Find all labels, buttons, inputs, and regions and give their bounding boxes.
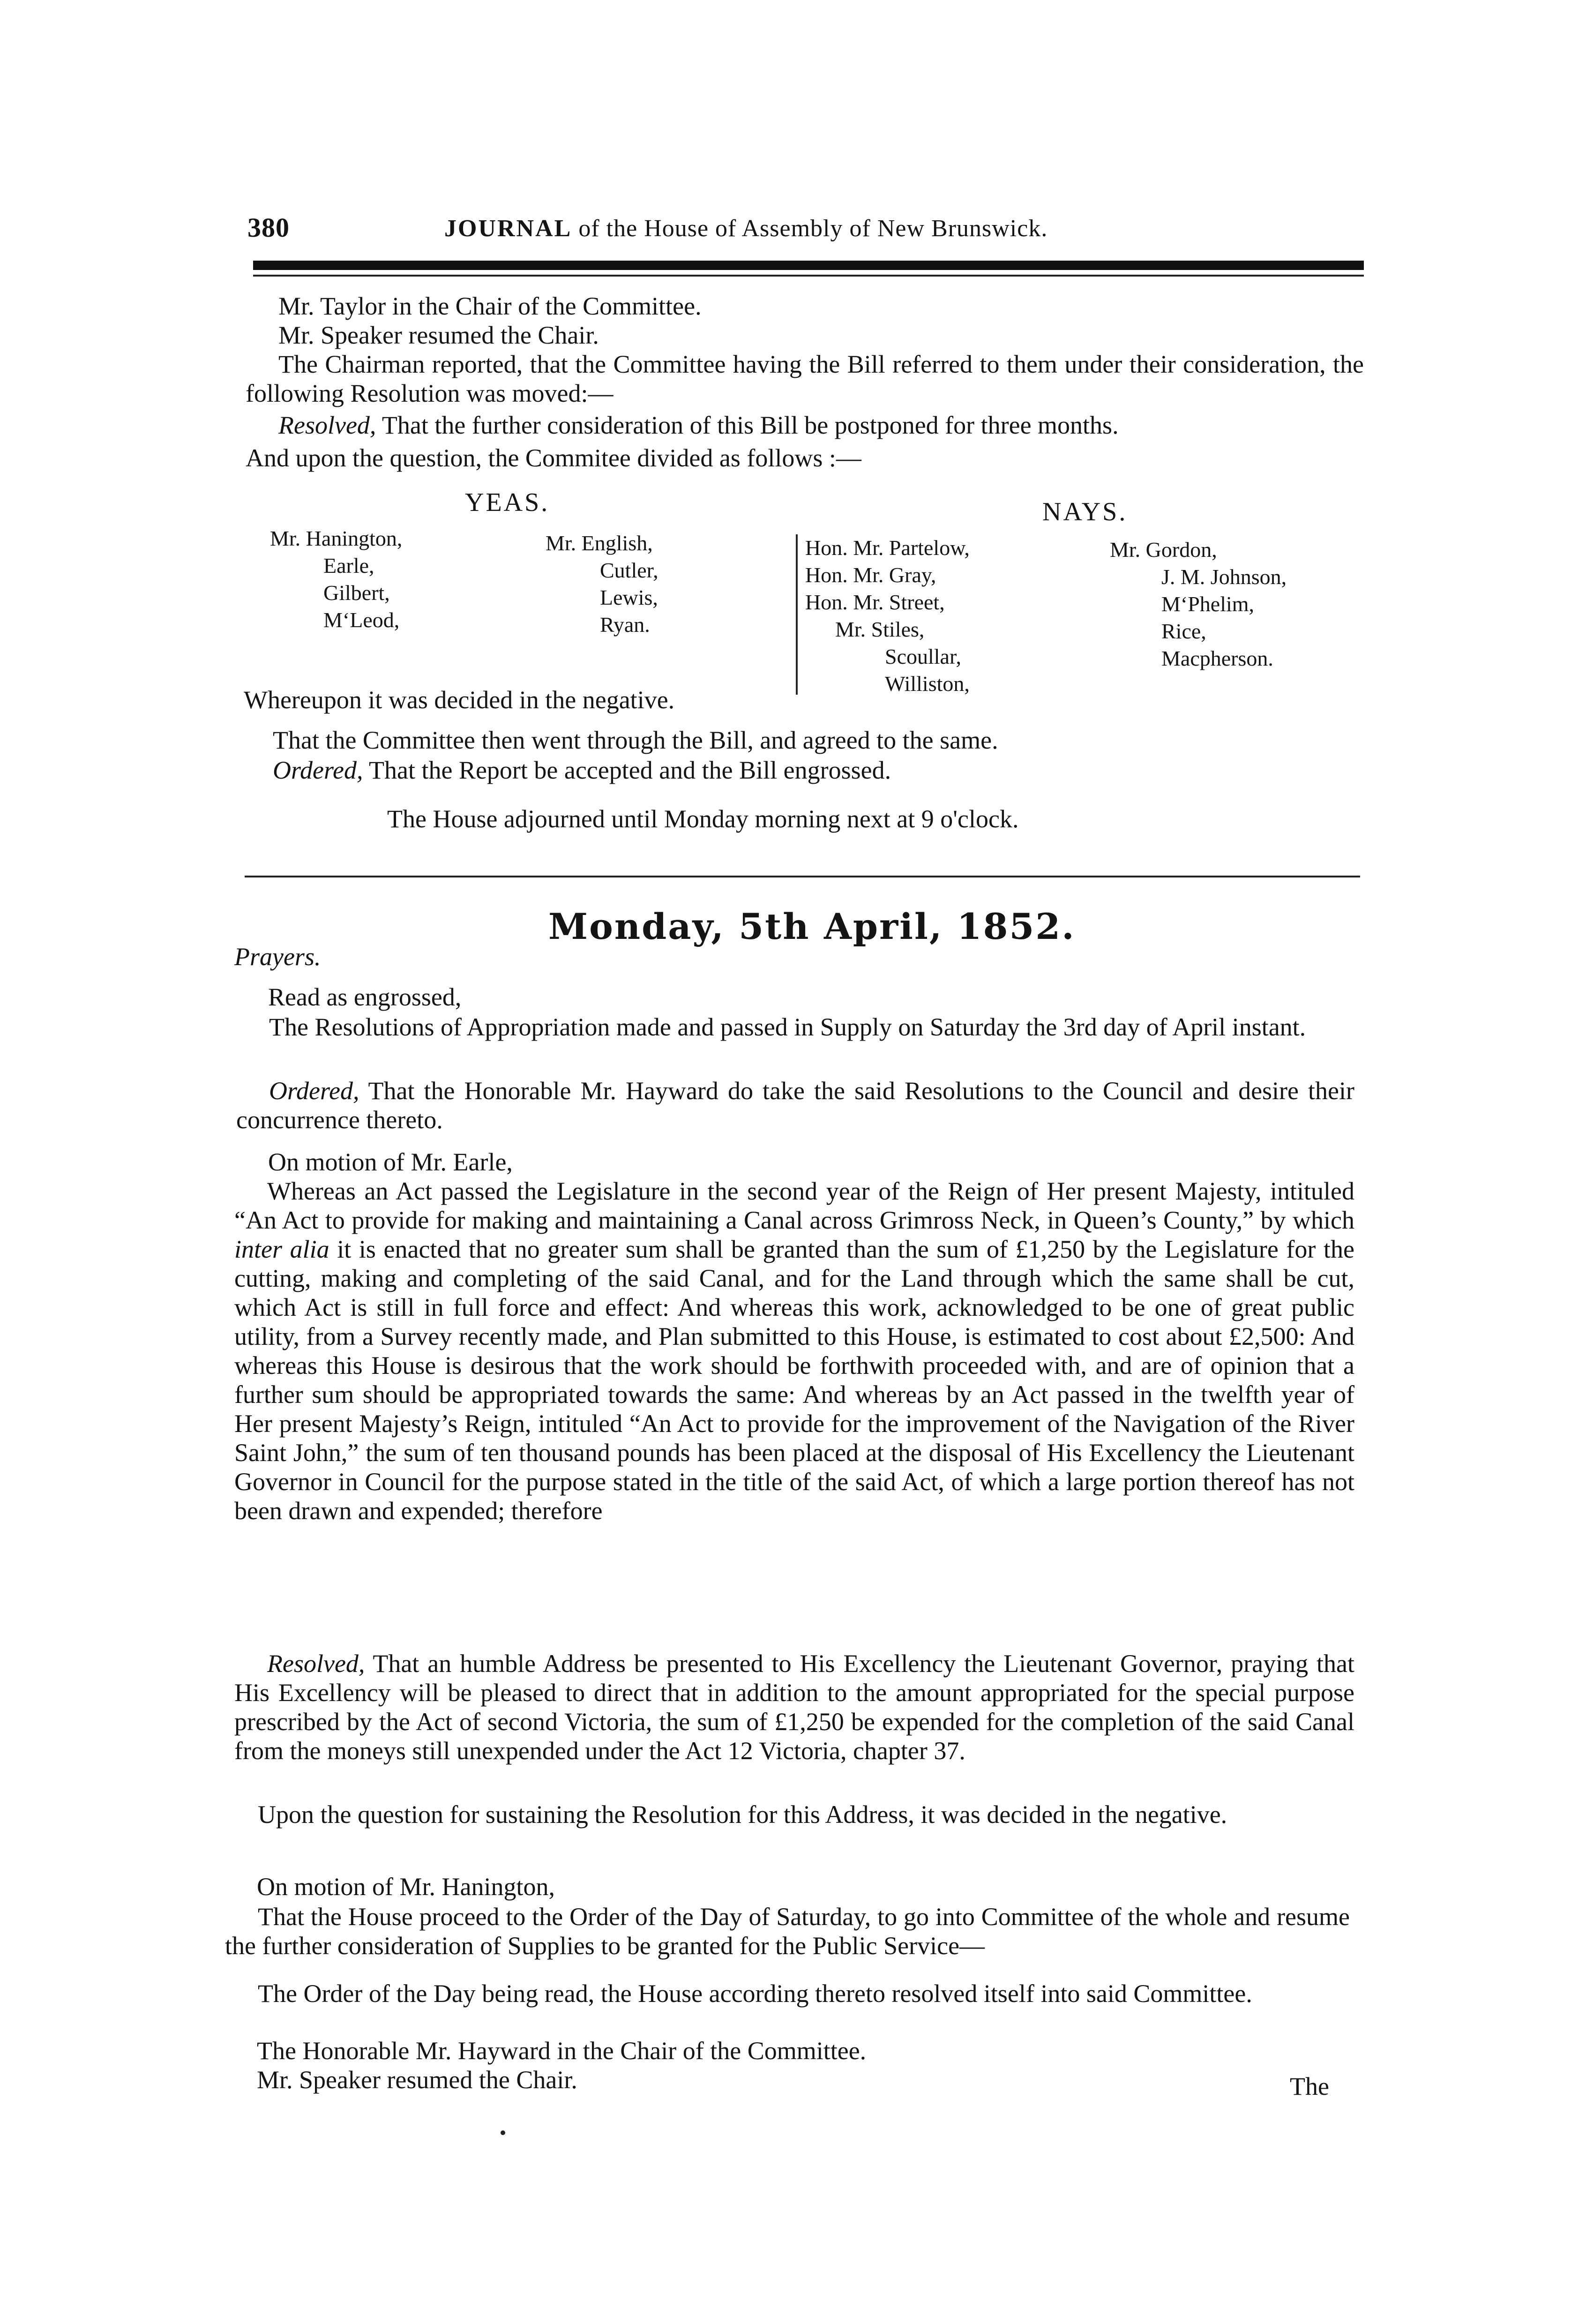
running-title-journal: JOURNAL	[444, 215, 572, 242]
yeas-heading: YEAS.	[465, 488, 550, 517]
ordered-label: Ordered,	[269, 1077, 359, 1105]
page-header	[247, 212, 1363, 259]
running-title	[444, 215, 1047, 242]
vote-name: Earle,	[323, 554, 374, 577]
section-divider	[245, 876, 1360, 877]
vote-name: Williston,	[885, 672, 970, 696]
whereas-part1: Whereas an Act passed the Legislature in the second year of the Reign of Her present Majesty, intituled “An Act to provide for making and maintaining a Canal across Grimross Neck, in Queen’s County,” by which	[234, 1177, 1354, 1234]
vote-name: M‘Phelim,	[1161, 592, 1255, 616]
vote-name: Cutler,	[600, 558, 658, 582]
ordered-label: Ordered,	[273, 756, 363, 784]
print-speck	[501, 2130, 505, 2135]
vote-name: M‘Leod,	[323, 608, 400, 632]
running-title-rest: of the House of Assembly of New Brunswick.	[572, 215, 1048, 242]
vote-name: Rice,	[1161, 619, 1206, 643]
ordered-text: That the Report be accepted and the Bill engrossed.	[363, 756, 891, 784]
chair-of-committee-line: Mr. Taylor in the Chair of the Committee.	[278, 292, 702, 320]
resolved-label: Resolved,	[267, 1649, 365, 1678]
resolved-text: That the further consideration of this Bill be postponed for three months.	[376, 411, 1119, 439]
vote-name: Gilbert,	[323, 581, 390, 605]
vote-name: Mr. Gordon,	[1110, 538, 1217, 562]
resolved-address-paragraph	[234, 1649, 1354, 1765]
vote-name: Ryan.	[600, 613, 650, 637]
ordered-hayward-paragraph	[236, 1076, 1354, 1134]
header-rule-thin	[253, 275, 1364, 277]
resolved-label: Resolved,	[278, 411, 376, 439]
ordered-text: That the Honorable Mr. Hayward do take the said Resolutions to the Council and desire their concurrence thereto.	[236, 1077, 1354, 1134]
vote-name: Mr. English,	[546, 531, 653, 555]
prayers-label: Prayers.	[234, 943, 321, 971]
speaker-resumed-line: Mr. Speaker resumed the Chair.	[278, 321, 599, 349]
whereas-paragraph	[234, 1177, 1354, 1525]
vote-name: Macpherson.	[1161, 646, 1273, 670]
division-separator	[796, 534, 798, 695]
vote-name: Hon. Mr. Gray,	[805, 563, 936, 587]
motion-earle-line: On motion of Mr. Earle,	[268, 1148, 513, 1176]
vote-name: Hon. Mr. Partelow,	[805, 536, 970, 560]
vote-name: Mr. Stiles,	[835, 617, 925, 641]
division-intro: And upon the question, the Commitee divided as follows :—	[246, 444, 861, 472]
proceed-order-paragraph: That the House proceed to the Order of the Day of Saturday, to go into Committee of the whole and resume the further consideration of Supplies to be granted for the Public Service—	[225, 1903, 1350, 1960]
resolutions-appropriation-paragraph: The Resolutions of Appropriation made and passed in Supply on Saturday the 3rd day of April instant.	[269, 1013, 1306, 1041]
read-engrossed-line: Read as engrossed,	[268, 983, 462, 1011]
hayward-chair-line: The Honorable Mr. Hayward in the Chair of the Committee.	[257, 2037, 867, 2065]
nays-column-1	[805, 534, 970, 697]
header-rule-thick	[253, 261, 1364, 270]
vote-name: Scoullar,	[885, 645, 961, 668]
vote-name: Mr. Hanington,	[270, 526, 403, 550]
chairman-report-paragraph: The Chairman reported, that the Committee having the Bill referred to them under their consideration, the following Resolution was moved:—	[246, 350, 1364, 407]
resolved-postpone-paragraph	[278, 411, 1119, 440]
date-heading: Monday, 5th April, 1852.	[548, 906, 1076, 947]
catchword: The	[1290, 2072, 1329, 2100]
ordered-engrossed-line	[273, 756, 891, 785]
order-read-paragraph: The Order of the Day being read, the House according thereto resolved itself into said Committee.	[258, 1979, 1252, 2008]
upon-question-paragraph: Upon the question for sustaining the Resolution for this Address, it was decided in the negative.	[258, 1800, 1227, 1829]
adjourned-line: The House adjourned until Monday morning next at 9 o'clock.	[387, 805, 1019, 833]
resolved-text: That an humble Address be presented to His Excellency the Lieutenant Governor, praying that His Excellency will be pleased to direct that in addition to the amount appropriated for the special purpose prescribed by the Act of second Victoria, the sum of £1,250 be expended for the completion of the said Canal from the moneys still unexpended under the Act 12 Victoria, chapter 37.	[234, 1649, 1354, 1765]
page-number: 380	[247, 212, 290, 243]
yeas-column-2	[546, 530, 658, 638]
speaker-resumed-line: Mr. Speaker resumed the Chair.	[257, 2066, 577, 2094]
decided-negative-line: Whereupon it was decided in the negative.	[244, 686, 675, 714]
vote-name: Lewis,	[600, 585, 658, 609]
committee-went-through-line: That the Committee then went through the Bill, and agreed to the same.	[273, 726, 998, 754]
vote-name: Hon. Mr. Street,	[805, 590, 945, 614]
nays-heading: NAYS.	[1042, 497, 1128, 526]
motion-hanington-line: On motion of Mr. Hanington,	[257, 1873, 555, 1901]
whereas-part2: it is enacted that no greater sum shall be granted than the sum of £1,250 by the Legislature for the cutting, making and completing of the said Canal, and for the Land through which the same shall be cut, which Act is still in full force and effect: And whereas this work, acknowledged to be one of great public utility, from a Survey recently made, and Plan submitted to this House, is estimated to cost about £2,500: And whereas this House is desirous that the work should be forthwith proceeded with, and are of opinion that a further sum should be appropriated towards the same: And whereas by an Act passed in the twelfth year of Her present Majesty’s Reign, intituled “An Act to provide for the improvement of the Navigation of the River Saint John,” the sum of ten thousand pounds has been placed at the disposal of His Excellency the Lieutenant Governor in Council for the purpose stated in the title of the said Act, of which a large portion thereof has not been drawn and expended; therefore	[234, 1235, 1354, 1525]
inter-alia: inter alia	[234, 1235, 329, 1263]
nays-column-2	[1110, 536, 1287, 672]
vote-name: J. M. Johnson,	[1161, 565, 1287, 589]
yeas-column-1	[270, 525, 402, 634]
